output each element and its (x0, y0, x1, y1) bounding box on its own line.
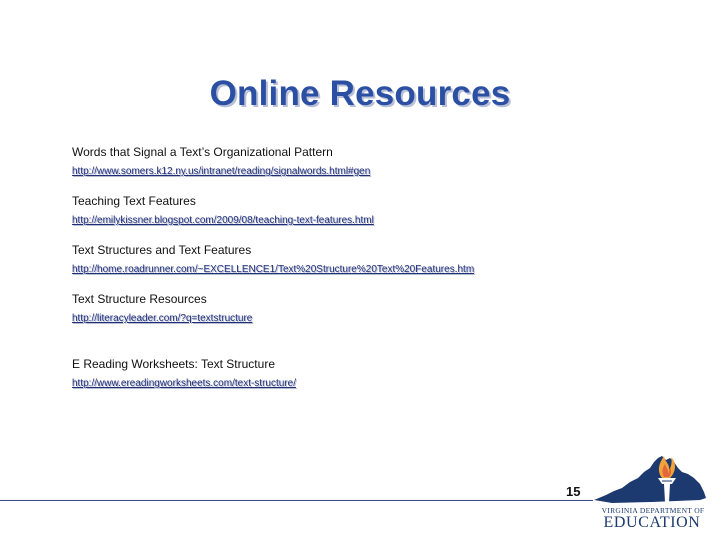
resource-link[interactable]: http://literacyleader.com/?q=textstructure (72, 313, 253, 324)
logo-text-department: VIRGINIA DEPARTMENT OF (601, 506, 705, 515)
vdoe-logo (592, 448, 710, 536)
resource-link[interactable]: http://www.ereadingworksheets.com/text-structure/ (72, 378, 296, 389)
logo-text-education: EDUCATION (603, 514, 701, 531)
resource-title: Text Structure Resources (72, 292, 207, 306)
page-number: 15 (566, 484, 581, 499)
resource-item (72, 194, 374, 228)
resource-title: E Reading Worksheets: Text Structure (72, 357, 275, 371)
footer-divider (0, 500, 593, 501)
resource-item (72, 243, 474, 277)
slide-title: Online Resources (209, 74, 511, 113)
resource-title: Words that Signal a Text’s Organizational Pattern (72, 145, 333, 159)
virginia-state-torch-icon (592, 448, 710, 508)
resource-link[interactable]: http://home.roadrunner.com/~EXCELLENCE1/Text%20Structure%20Text%20Features.htm (72, 264, 475, 275)
resource-item (72, 357, 296, 391)
resource-item (72, 145, 370, 179)
resource-item (72, 292, 252, 326)
resource-link[interactable]: http://www.somers.k12.ny.us/intranet/reading/signalwords.html#gen (72, 166, 371, 177)
resource-title: Text Structures and Text Features (72, 243, 252, 257)
resource-title: Teaching Text Features (72, 194, 196, 208)
resource-link[interactable]: http://emilykissner.blogspot.com/2009/08/teaching-text-features.html (72, 215, 374, 226)
